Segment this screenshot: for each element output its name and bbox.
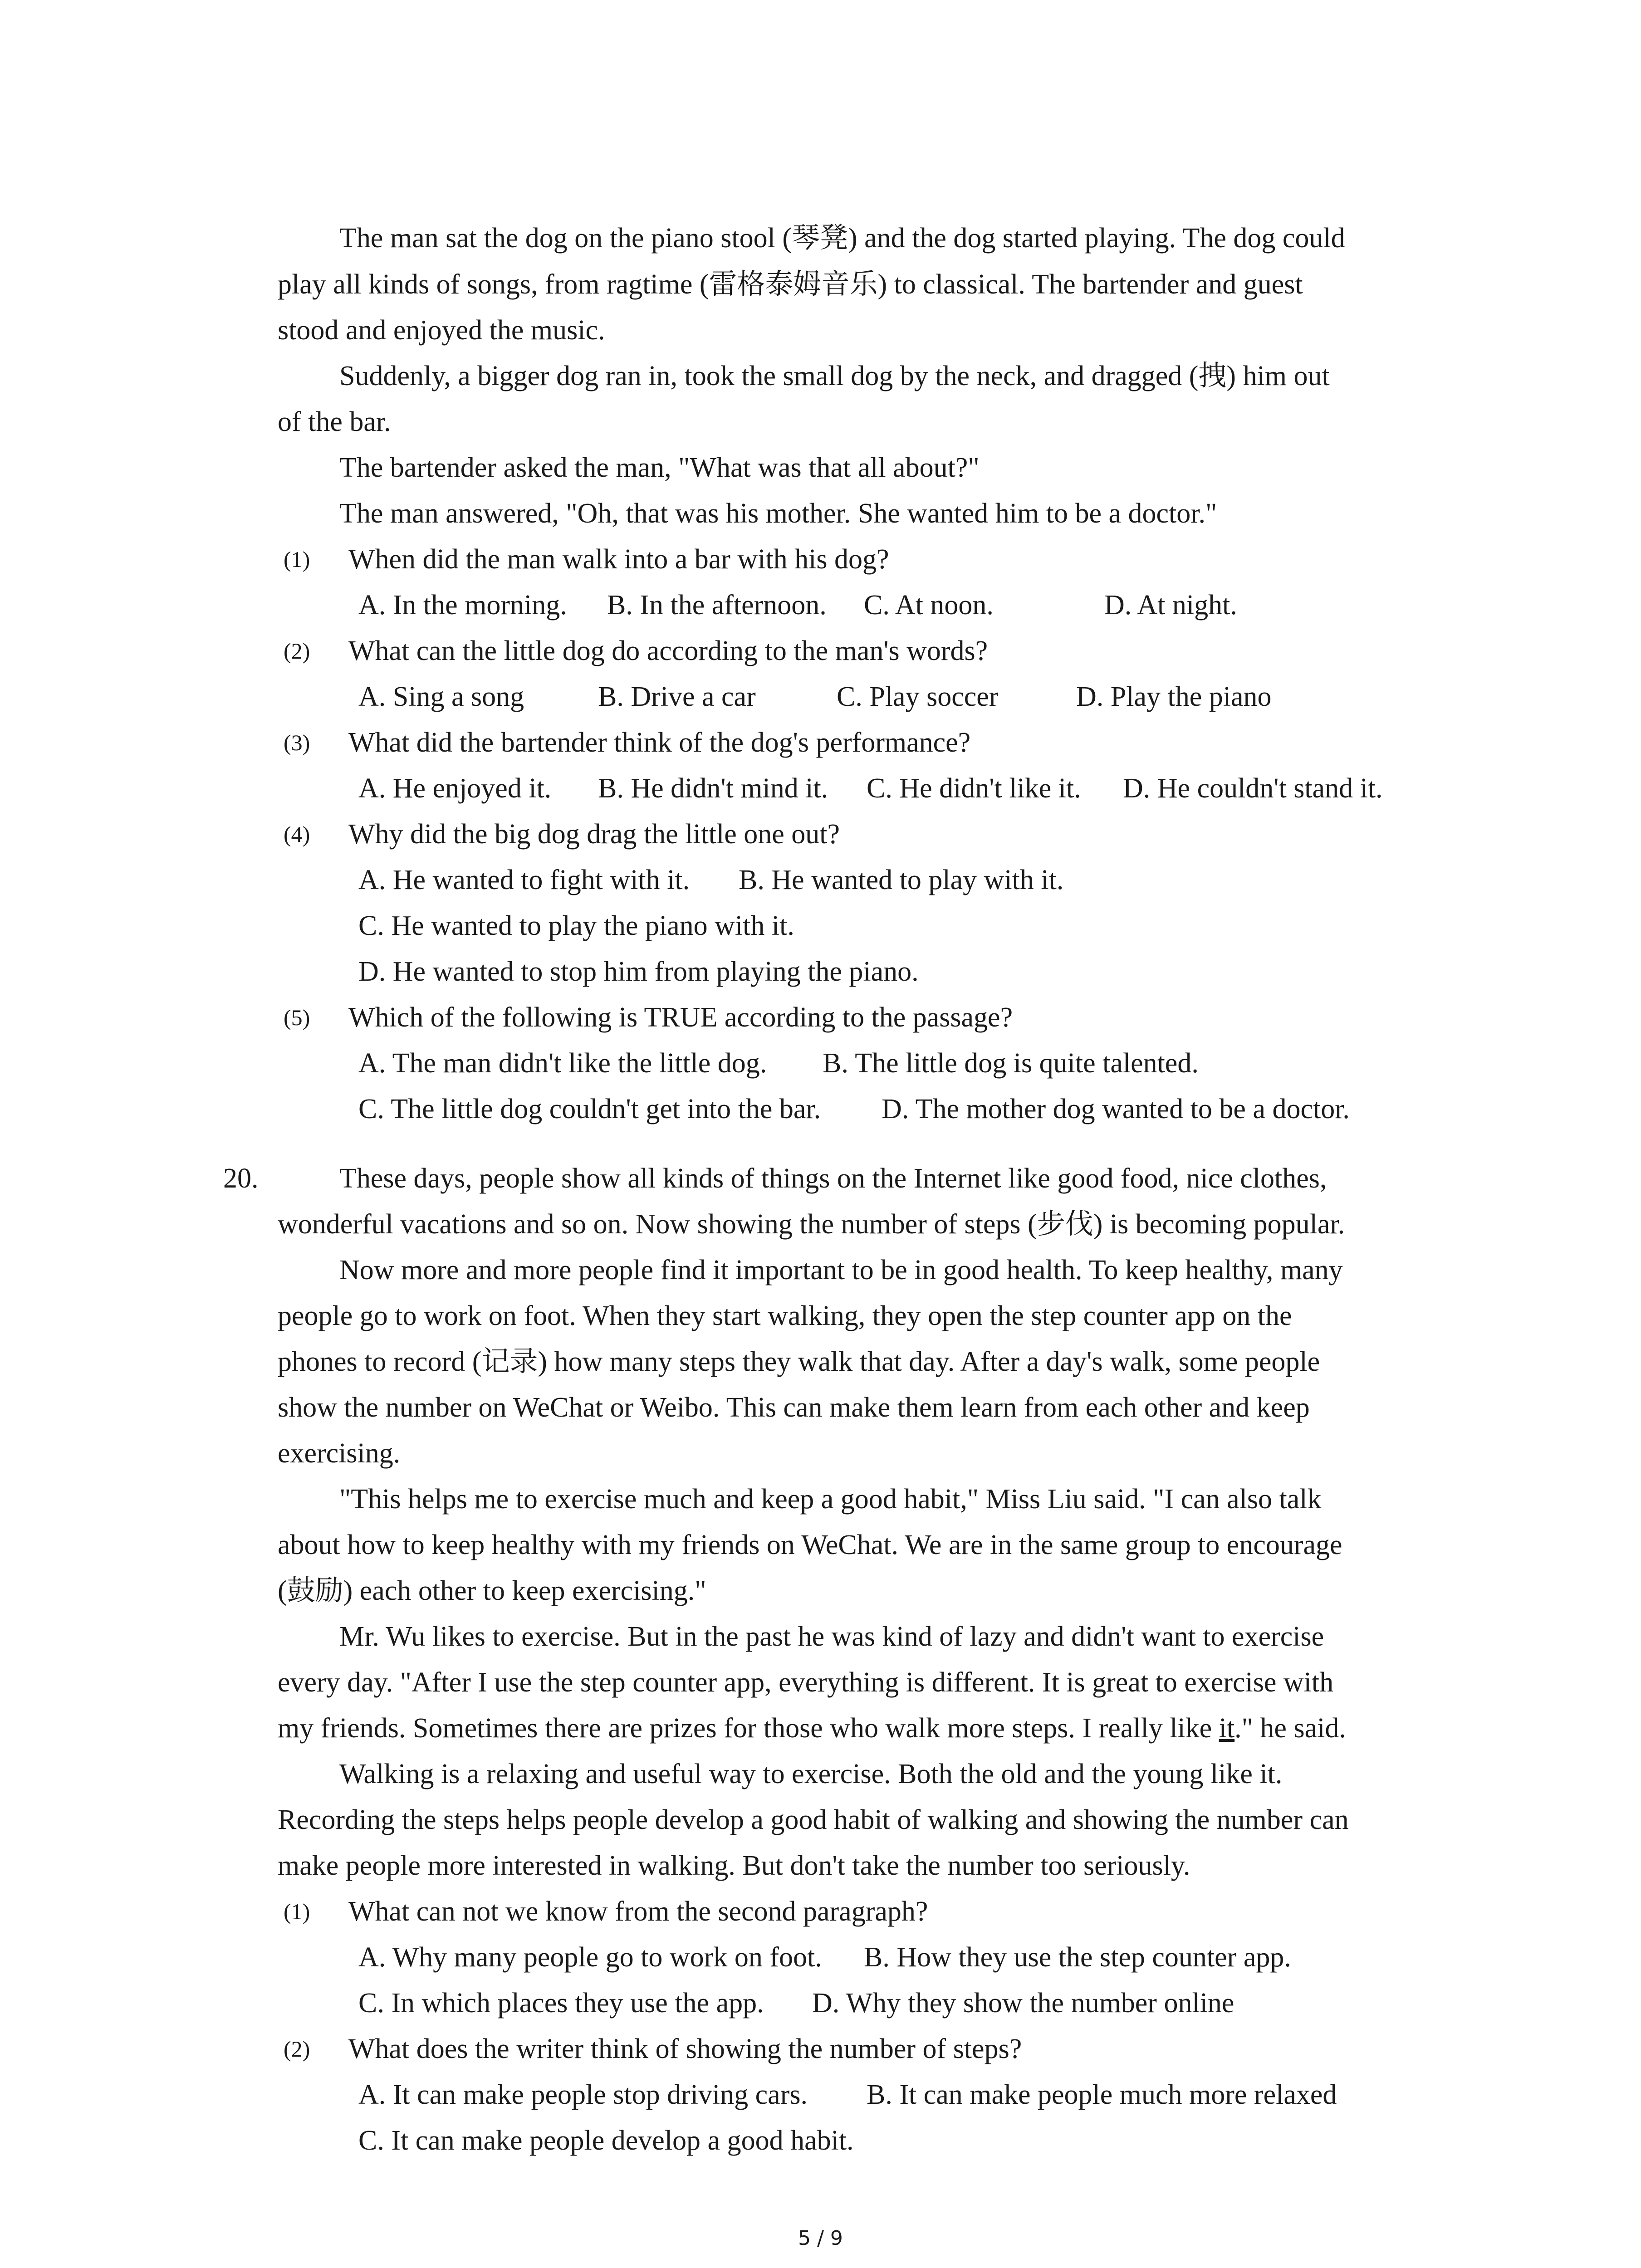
- paragraph-line: Mr. Wu likes to exercise. But in the past he was kind of lazy and didn't want to exercise: [339, 1621, 1324, 1652]
- question-number: (4): [284, 821, 310, 847]
- line-text: my friends. Sometimes there are prizes for those who walk more steps. I really like: [278, 1713, 1219, 1744]
- paragraph-line: wonderful vacations and so on. Now showing the number of steps (步伐) is becoming popular.: [278, 1209, 1345, 1240]
- line-text: ." he said.: [1234, 1713, 1346, 1744]
- option-a: A. Why many people go to work on foot.: [358, 1942, 822, 1973]
- paragraph-line: These days, people show all kinds of things on the Internet like good food, nice clothes,: [339, 1163, 1327, 1194]
- paragraph-line: Walking is a relaxing and useful way to exercise. Both the old and the young like it.: [339, 1759, 1283, 1789]
- paragraph-line: every day. "After I use the step counter app, everything is different. It is great to exercise with: [278, 1667, 1334, 1698]
- paragraph-line: Recording the steps helps people develop a good habit of walking and showing the number can: [278, 1804, 1349, 1835]
- option-d: D. He couldn't stand it.: [1123, 773, 1383, 804]
- question-number: (1): [284, 547, 310, 572]
- option-a: A. He enjoyed it.: [358, 773, 552, 804]
- underlined-word: it: [1219, 1713, 1235, 1744]
- option-d: D. The mother dog wanted to be a doctor.: [882, 1094, 1350, 1124]
- question-number: (1): [284, 1899, 310, 1924]
- option-b: B. In the afternoon.: [607, 590, 827, 621]
- question-text: Which of the following is TRUE according to the passage?: [348, 1002, 1013, 1033]
- question-text: What did the bartender think of the dog's performance?: [348, 727, 971, 758]
- option-a: A. In the morning.: [358, 590, 567, 621]
- question-text: What can the little dog do according to the man's words?: [348, 635, 988, 666]
- paragraph-line: The man answered, "Oh, that was his mother. She wanted him to be a doctor.": [339, 498, 1217, 529]
- paragraph-line: play all kinds of songs, from ragtime (雷格泰姆音乐) to classical. The bartender and guest: [278, 269, 1303, 300]
- option-c: C. Play soccer: [837, 681, 999, 712]
- paragraph-line: exercising.: [278, 1438, 401, 1469]
- paragraph-line: phones to record (记录) how many steps they walk that day. After a day's walk, some people: [278, 1346, 1320, 1377]
- paragraph-line: people go to work on foot. When they start walking, they open the step counter app on the: [278, 1300, 1292, 1331]
- question-number: (5): [284, 1005, 310, 1030]
- option-d: D. At night.: [1104, 590, 1237, 621]
- paragraph-line: The bartender asked the man, "What was that all about?": [339, 452, 980, 483]
- option-b: B. He wanted to play with it.: [739, 865, 1064, 895]
- paragraph-line: show the number on WeChat or Weibo. This can make them learn from each other and keep: [278, 1392, 1310, 1423]
- option-b: B. He didn't mind it.: [598, 773, 828, 804]
- paragraph-line: Now more and more people find it important to be in good health. To keep healthy, many: [339, 1255, 1343, 1286]
- paragraph-line: Suddenly, a bigger dog ran in, took the small dog by the neck, and dragged (拽) him out: [339, 361, 1330, 391]
- question-text: Why did the big dog drag the little one out?: [348, 819, 840, 850]
- question-number: (3): [284, 730, 310, 755]
- option-c: C. It can make people develop a good habit.: [358, 2125, 854, 2156]
- question-group-number: 20.: [223, 1163, 259, 1194]
- question-number: (2): [284, 638, 310, 664]
- option-c: C. He didn't like it.: [867, 773, 1081, 804]
- page-number: 5 / 9: [798, 2227, 843, 2250]
- option-b: B. How they use the step counter app.: [864, 1942, 1291, 1973]
- question-text: What does the writer think of showing the number of steps?: [348, 2033, 1022, 2064]
- paragraph-line: "This helps me to exercise much and keep a good habit," Miss Liu said. "I can also talk: [339, 1484, 1322, 1515]
- option-d: D. Play the piano: [1076, 681, 1272, 712]
- question-number: (2): [284, 2036, 310, 2062]
- option-b: B. The little dog is quite talented.: [823, 1048, 1199, 1079]
- option-a: A. The man didn't like the little dog.: [358, 1048, 767, 1079]
- option-c: C. In which places they use the app.: [358, 1988, 764, 2019]
- option-a: A. It can make people stop driving cars.: [358, 2079, 808, 2110]
- paragraph-line: (鼓励) each other to keep exercising.": [278, 1575, 706, 1606]
- option-c: C. The little dog couldn't get into the bar.: [358, 1094, 821, 1124]
- option-a: A. Sing a song: [358, 681, 524, 712]
- option-d: D. He wanted to stop him from playing the piano.: [358, 956, 919, 987]
- paragraph-line: The man sat the dog on the piano stool (琴凳) and the dog started playing. The dog could: [339, 223, 1345, 254]
- option-b: B. Drive a car: [598, 681, 756, 712]
- option-c: C. At noon.: [864, 590, 994, 621]
- paragraph-line: stood and enjoyed the music.: [278, 315, 605, 346]
- question-text: When did the man walk into a bar with his dog?: [348, 544, 889, 575]
- option-b: B. It can make people much more relaxed: [867, 2079, 1337, 2110]
- option-a: A. He wanted to fight with it.: [358, 865, 690, 895]
- option-d: D. Why they show the number online: [812, 1988, 1234, 2019]
- paragraph-line: about how to keep healthy with my friends on WeChat. We are in the same group to encourage: [278, 1530, 1342, 1560]
- question-text: What can not we know from the second paragraph?: [348, 1896, 928, 1927]
- paragraph-line: make people more interested in walking. But don't take the number too seriously.: [278, 1850, 1190, 1881]
- paragraph-line: of the bar.: [278, 406, 391, 437]
- paragraph-line: [278, 1706, 1346, 1751]
- option-c: C. He wanted to play the piano with it.: [358, 910, 794, 941]
